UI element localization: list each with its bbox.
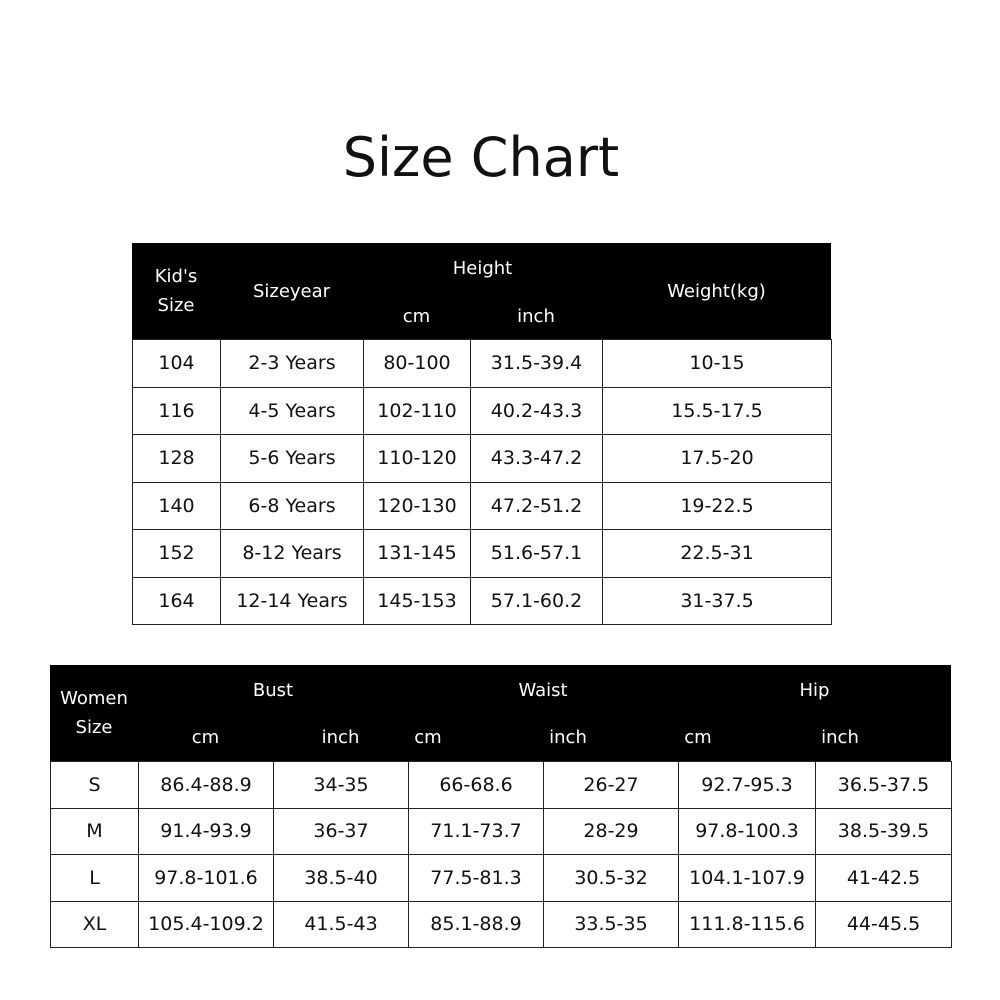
kids-table-cell: 19-22.5 <box>603 482 832 530</box>
women-header-bust-inch: inch <box>321 727 360 748</box>
kids-table-cell: 80-100 <box>364 340 471 388</box>
kids-table-cell: 116 <box>133 387 221 435</box>
women-table-cell: 85.1-88.9 <box>409 901 544 948</box>
women-header-hip: Hip <box>799 680 830 701</box>
women-table-cell: 26-27 <box>544 762 679 809</box>
women-header-hip-cm: cm <box>684 727 712 748</box>
kids-table-cell: 51.6-57.1 <box>471 530 603 578</box>
women-header-waist: Waist <box>518 680 568 701</box>
women-table-row <box>51 901 952 948</box>
kids-table-row <box>133 387 832 435</box>
kids-header-sizeyear: Sizeyear <box>252 281 331 302</box>
kids-table-row <box>133 482 832 530</box>
kids-table-cell: 31.5-39.4 <box>471 340 603 388</box>
women-table-cell: 97.8-100.3 <box>679 808 816 855</box>
kids-table-row <box>133 530 832 578</box>
women-table-cell: 91.4-93.9 <box>139 808 274 855</box>
women-table-cell: 92.7-95.3 <box>679 762 816 809</box>
kids-header-size-line1: Kid's <box>154 266 198 287</box>
kids-table-row <box>133 577 832 625</box>
kids-header-weight: Weight(kg) <box>667 281 766 302</box>
women-table-cell: 66-68.6 <box>409 762 544 809</box>
kids-header-height-inch: inch <box>517 306 555 327</box>
women-table-cell: 30.5-32 <box>544 855 679 902</box>
women-table-cell: 86.4-88.9 <box>139 762 274 809</box>
women-table-cell: 34-35 <box>274 762 409 809</box>
women-table-cell: 71.1-73.7 <box>409 808 544 855</box>
women-table-cell: S <box>51 762 139 809</box>
kids-table-cell: 2-3 Years <box>221 340 364 388</box>
kids-table-cell: 131-145 <box>364 530 471 578</box>
women-header-hip-inch: inch <box>821 727 859 748</box>
women-table-cell: 33.5-35 <box>544 901 679 948</box>
kids-table-body <box>132 339 832 625</box>
women-table-cell: 105.4-109.2 <box>139 901 274 948</box>
kids-table-cell: 57.1-60.2 <box>471 577 603 625</box>
kids-table-row <box>133 435 832 483</box>
kids-table-cell: 17.5-20 <box>603 435 832 483</box>
kids-table-cell: 31-37.5 <box>603 577 832 625</box>
page-title: Size Chart <box>342 126 620 189</box>
kids-table-row <box>133 340 832 388</box>
kids-table-cell: 8-12 Years <box>221 530 364 578</box>
women-table-cell: 97.8-101.6 <box>139 855 274 902</box>
kids-table-cell: 40.2-43.3 <box>471 387 603 435</box>
women-table-row <box>51 808 952 855</box>
kids-table-cell: 12-14 Years <box>221 577 364 625</box>
women-table-body <box>50 761 952 948</box>
women-header-bust-cm: cm <box>191 727 220 748</box>
women-table-row <box>51 855 952 902</box>
women-table-cell: 38.5-39.5 <box>816 808 952 855</box>
kids-table-cell: 10-15 <box>603 340 832 388</box>
kids-table-cell: 110-120 <box>364 435 471 483</box>
kids-table-cell: 120-130 <box>364 482 471 530</box>
women-table-row <box>51 762 952 809</box>
women-table-cell: 111.8-115.6 <box>679 901 816 948</box>
kids-table-cell: 5-6 Years <box>221 435 364 483</box>
women-header-waist-cm: cm <box>414 727 442 748</box>
women-header-waist-inch: inch <box>549 727 587 748</box>
women-table-cell: 77.5-81.3 <box>409 855 544 902</box>
women-table-cell: M <box>51 808 139 855</box>
kids-table-cell: 47.2-51.2 <box>471 482 603 530</box>
kids-table-cell: 140 <box>133 482 221 530</box>
kids-table-cell: 145-153 <box>364 577 471 625</box>
women-table-cell: 38.5-40 <box>274 855 409 902</box>
kids-table-cell: 164 <box>133 577 221 625</box>
women-header-size-line2: Size <box>75 717 113 738</box>
kids-table-cell: 104 <box>133 340 221 388</box>
kids-table-cell: 22.5-31 <box>603 530 832 578</box>
women-table-cell: 28-29 <box>544 808 679 855</box>
kids-table-cell: 4-5 Years <box>221 387 364 435</box>
women-header-size-line1: Women <box>60 688 128 709</box>
kids-header-height-cm: cm <box>402 306 431 327</box>
kids-header-height: Height <box>452 258 513 279</box>
women-table-cell: 36.5-37.5 <box>816 762 952 809</box>
women-table-cell: L <box>51 855 139 902</box>
women-table-cell: 36-37 <box>274 808 409 855</box>
kids-table-cell: 102-110 <box>364 387 471 435</box>
kids-table-cell: 15.5-17.5 <box>603 387 832 435</box>
women-table-cell: 104.1-107.9 <box>679 855 816 902</box>
kids-table-cell: 152 <box>133 530 221 578</box>
kids-header-size-line2: Size <box>157 295 195 316</box>
women-table-cell: XL <box>51 901 139 948</box>
kids-table-cell: 6-8 Years <box>221 482 364 530</box>
kids-table-cell: 128 <box>133 435 221 483</box>
women-table-cell: 41-42.5 <box>816 855 952 902</box>
women-header-bust: Bust <box>252 680 294 701</box>
kids-table-cell: 43.3-47.2 <box>471 435 603 483</box>
women-table-cell: 44-45.5 <box>816 901 952 948</box>
women-table-cell: 41.5-43 <box>274 901 409 948</box>
